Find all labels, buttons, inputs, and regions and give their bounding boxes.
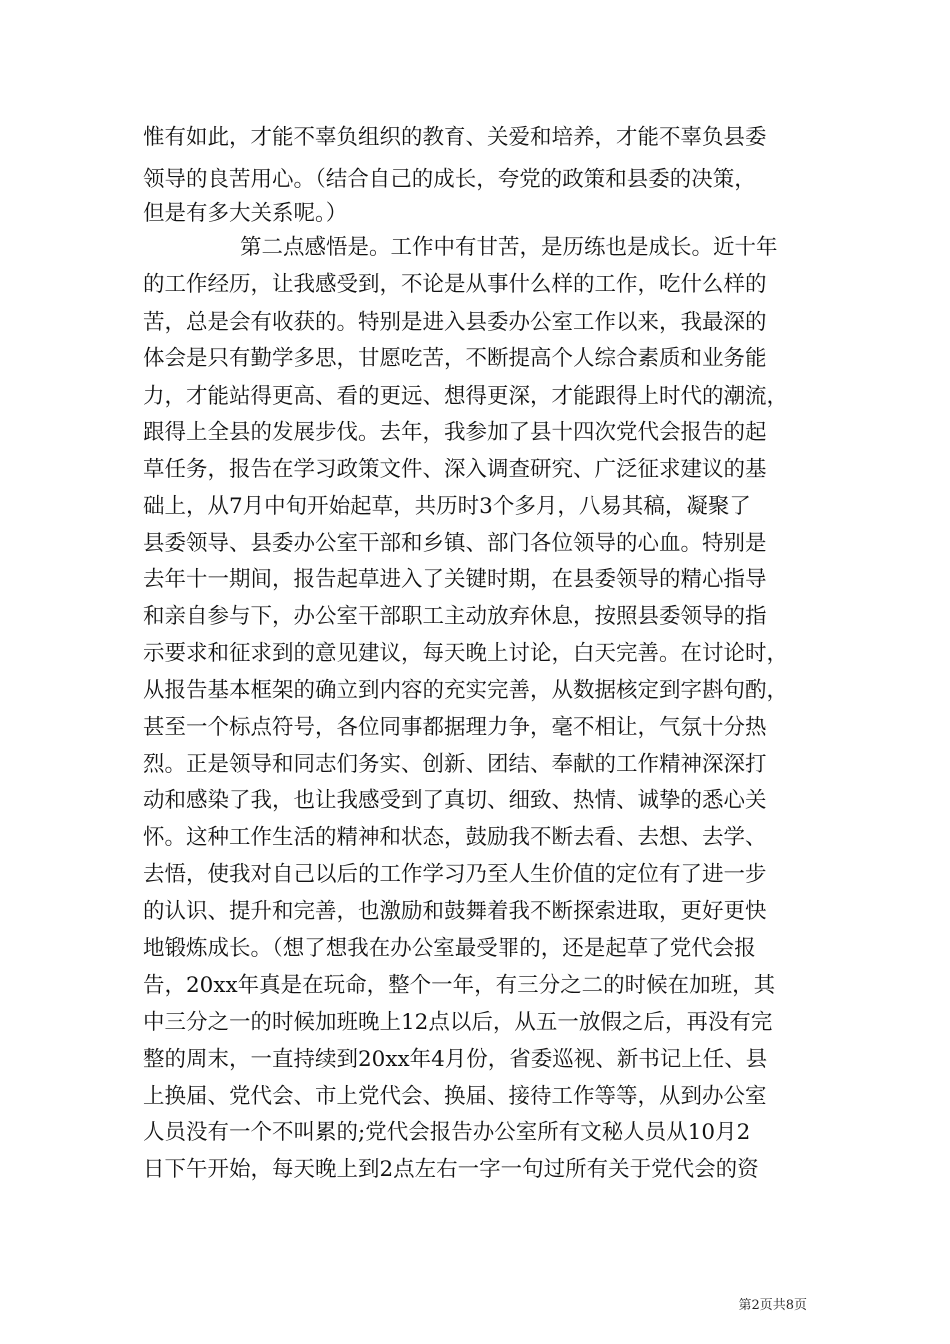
paragraph-line: 领导的良苦用心。（结合自己的成长，夸党的政策和县委的决策， (143, 167, 756, 192)
paragraph-line: 从报告基本框架的确立到内容的充实完善，从数据核定到字斟句酌， (143, 678, 789, 703)
paragraph-line: 整的周末，一直持续到20xx年4月份，省委巡视、新书记上任、县 (143, 1047, 768, 1072)
paragraph-line: 跟得上全县的发展步伐。去年，我参加了县十四次党代会报告的起 (143, 420, 767, 445)
paragraph-line: 县委领导、县委办公室干部和乡镇、部门各位领导的心血。特别是 (143, 531, 767, 556)
paragraph-line: 草任务，报告在学习政策文件、深入调查研究、广泛征求建议的基 (143, 457, 767, 482)
paragraph-line: 去年十一期间，报告起草进入了关键时期，在县委领导的精心指导 (143, 567, 767, 592)
paragraph-line: 烈。正是领导和同志们务实、创新、团结、奉献的工作精神深深打 (143, 752, 767, 777)
paragraph-line: 中三分之一的时候加班晚上12点以后，从五一放假之后，再没有完 (143, 1010, 773, 1035)
paragraph-line: 上换届、党代会、市上党代会、换届、接待工作等等，从到办公室 (143, 1084, 767, 1109)
paragraph-line: 甚至一个标点符号，各位同事都据理力争，毫不相让，气氛十分热 (143, 715, 767, 740)
paragraph-line: 去悟，使我对自己以后的工作学习乃至人生价值的定位有了进一步 (143, 862, 767, 887)
paragraph-line: 但是有多大关系呢。） (143, 201, 348, 226)
paragraph-line: 力，才能站得更高、看的更远、想得更深，才能跟得上时代的潮流， (143, 384, 789, 409)
page-number-footer: 第2页共8页 (738, 1298, 807, 1313)
paragraph-line: 怀。这种工作生活的精神和状态，鼓励我不断去看、去想、去学、 (143, 825, 767, 850)
paragraph-line: 告，20xx年真是在玩命，整个一年，有三分之二的时候在加班，其 (143, 973, 776, 998)
paragraph-line: 第二点感悟是。工作中有甘苦，是历练也是成长。近十年 (240, 235, 778, 260)
paragraph-line: 的认识、提升和完善，也激励和鼓舞着我不断探索进取，更好更快 (143, 899, 767, 924)
paragraph-line: 日下午开始，每天晚上到2点左右一字一句过所有关于党代会的资 (143, 1157, 759, 1182)
paragraph-line: 和亲自参与下，办公室干部职工主动放弃休息，按照县委领导的指 (143, 604, 767, 629)
paragraph-line: 示要求和征求到的意见建议，每天晚上讨论，白天完善。在讨论时， (143, 641, 789, 666)
paragraph-line: 动和感染了我，也让我感受到了真切、细致、热情、诚挚的悉心关 (143, 788, 767, 813)
paragraph-line: 地锻炼成长。（想了想我在办公室最受罪的，还是起草了党代会报 (143, 936, 756, 961)
paragraph-line: 苦，总是会有收获的。特别是进入县委办公室工作以来，我最深的 (143, 310, 767, 335)
paragraph-line: 的工作经历，让我感受到，不论是从事什么样的工作，吃什么样的 (143, 272, 767, 297)
paragraph-line: 础上，从7月中旬开始起草，共历时3个多月，八易其稿，凝聚了 (143, 494, 751, 519)
paragraph-line: 人员没有一个不叫累的;党代会报告办公室所有文秘人员从10月2 (143, 1120, 751, 1145)
paragraph-line: 惟有如此，才能不辜负组织的教育、关爱和培养，才能不辜负县委 (143, 125, 767, 150)
paragraph-line: 体会是只有勤学多思，甘愿吃苦，不断提高个人综合素质和业务能 (143, 346, 767, 371)
